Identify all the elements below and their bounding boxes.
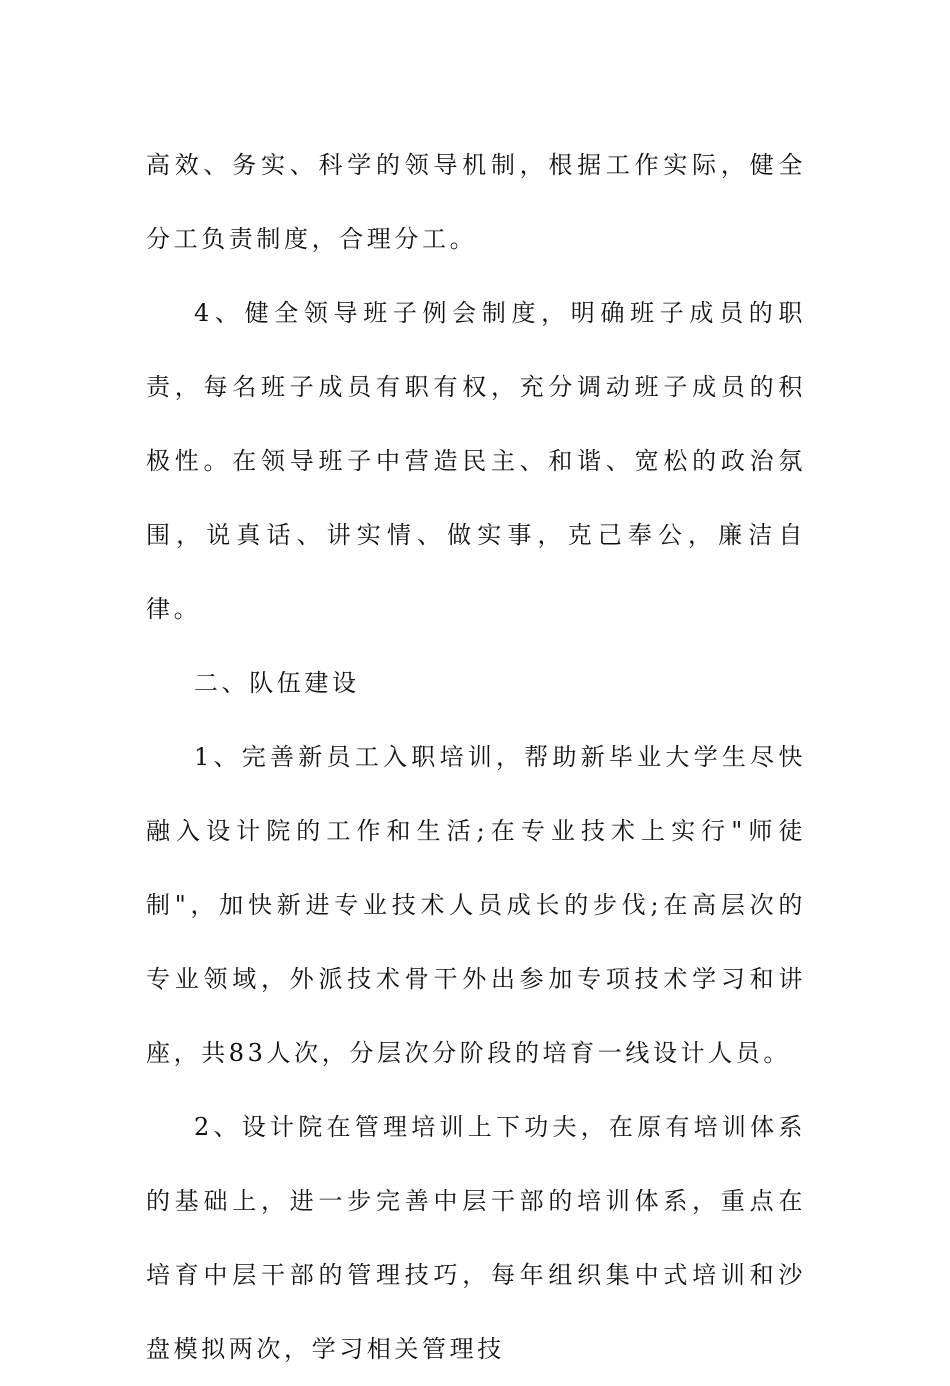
paragraph-leadership-meeting: 4、健全领导班子例会制度，明确班子成员的职责，每名班子成员有职有权，充分调动班子成员的积极性。在领导班子中营造民主、和谐、宽松的政治氛围，说真话、讲实情、做实事，克己奉公，廉洁自律。: [146, 299, 806, 623]
paragraph-management-training: 2、设计院在管理培训上下功夫，在原有培训体系的基础上，进一步完善中层干部的培训体系，重点在培育中层干部的管理技巧，每年组织集中式培训和沙盘模拟两次，学习相关管理技: [146, 1113, 806, 1363]
document-body: [146, 128, 806, 1386]
section-heading-team-building: 二、队伍建设: [194, 669, 360, 697]
paragraph-leadership-mechanism: 高效、务实、科学的领导机制，根据工作实际，健全分工负责制度，合理分工。: [146, 151, 806, 253]
paragraph-new-staff-training: 1、完善新员工入职培训，帮助新毕业大学生尽快融入设计院的工作和生活;在专业技术上实行"师徒制"，加快新进专业技术人员成长的步伐;在高层次的专业领域，外派技术骨干外出参加专项技术学习和讲座，共83人次，分层次分阶段的培育一线设计人员。: [146, 743, 806, 1067]
